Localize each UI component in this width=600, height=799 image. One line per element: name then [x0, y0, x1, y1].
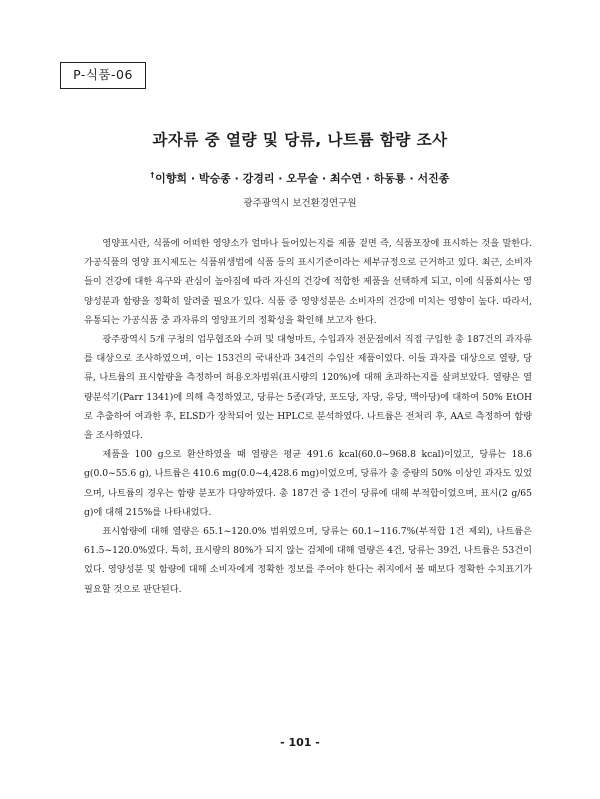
paragraph-results: 제품을 100 g으로 환산하였을 때 열량은 평균 491.6 kcal(60.0~968.8 kcal)이었고, 당류는 18.6 g(0.0~55.6 g), 나트륨은 410.6 mg(0.0~4,428.6 mg)이었으며, 당류가 총 중량의 50% 이상인 과자도 있었으며, 나트륨의 경우는 함량 분포가 다양하였다. 총 187건 중 1건이 당류에 대해 부적합이었으며, 표시(2 g/65 g)에 대해 215%를 나타내었다. — [84, 449, 532, 518]
paragraph-methods: 광주광역시 5개 구청의 업무협조와 수퍼 및 대형마트, 수입과자 전문점에서 직접 구입한 총 187건의 과자류를 대상으로 조사하였으며, 이는 153건의 국내산과 34건의 수입산 제품이었다. 이들 과자를 대상으로 열량, 당류, 나트륨의 표시함량을 측정하여 허용오차범위(표시량의 120%)에 대해 초과하는지를 살펴보았다. 열량은 열량분석기(Parr 1341)에 의해 측정하였고, 당류는 5종(과당, 포도당, 자당, 유당, 맥아당)에 대하여 50% EtOH로 추출하여 여과한 후, ELSD가 장착되어 있는 HPLC로 분석하였다. 나트륨은 전처리 후, AA로 측정하여 함량을 조사하였다. — [84, 334, 532, 442]
corresponding-author-marker: † — [150, 171, 155, 179]
section-code-box: P-식품-06 — [60, 62, 146, 89]
paragraph-background: 영양표시란, 식품에 어떠한 영양소가 얼마나 들어있는지를 제품 겉면 즉, 식품포장에 표시하는 것을 말한다. 가공식품의 영양 표시제도는 식품위생법에 식품 등의 표시기준이라는 세부규정으로 근거하고 있다. 최근, 소비자들이 건강에 대한 욕구와 관심이 높아짐에 따라 자신의 건강에 적합한 제품을 선택하게 되고, 이에 식품회사는 영양성분과 함량을 정확히 알려줄 필요가 있다. 식품 중 영양성분은 소비자의 건강에 미치는 영향이 높다. 따라서, 유통되는 가공식품 중 과자류의 영양표기의 정확성을 확인해 보고자 한다. — [84, 238, 532, 326]
affiliation: 광주광역시 보건환경연구원 — [243, 198, 357, 209]
paper-title: 과자류 중 열량 및 당류, 나트륨 함량 조사 — [152, 131, 448, 149]
author-names: 이향희 · 박승종 · 강경리 · 오무술 · 최수연 · 하동룡 · 서진종 — [155, 172, 450, 185]
author-list — [0, 170, 600, 186]
abstract-body — [84, 234, 532, 599]
page-number: - 101 - — [280, 736, 320, 749]
paragraph-conclusion: 표시함량에 대해 열량은 65.1~120.0% 범위였으며, 당류는 60.1~116.7%(부적합 1건 제외), 나트륨은 61.5~120.0%였다. 특히, 표시량의 80%가 되지 않는 검체에 대해 열량은 4건, 당류는 39건, 나트륨은 53건이었다. 영양성분 및 함량에 대해 소비자에게 정확한 정보를 주어야 한다는 취지에서 볼 때보다 정확한 수치표기가 필요할 것으로 판단된다. — [84, 526, 532, 595]
